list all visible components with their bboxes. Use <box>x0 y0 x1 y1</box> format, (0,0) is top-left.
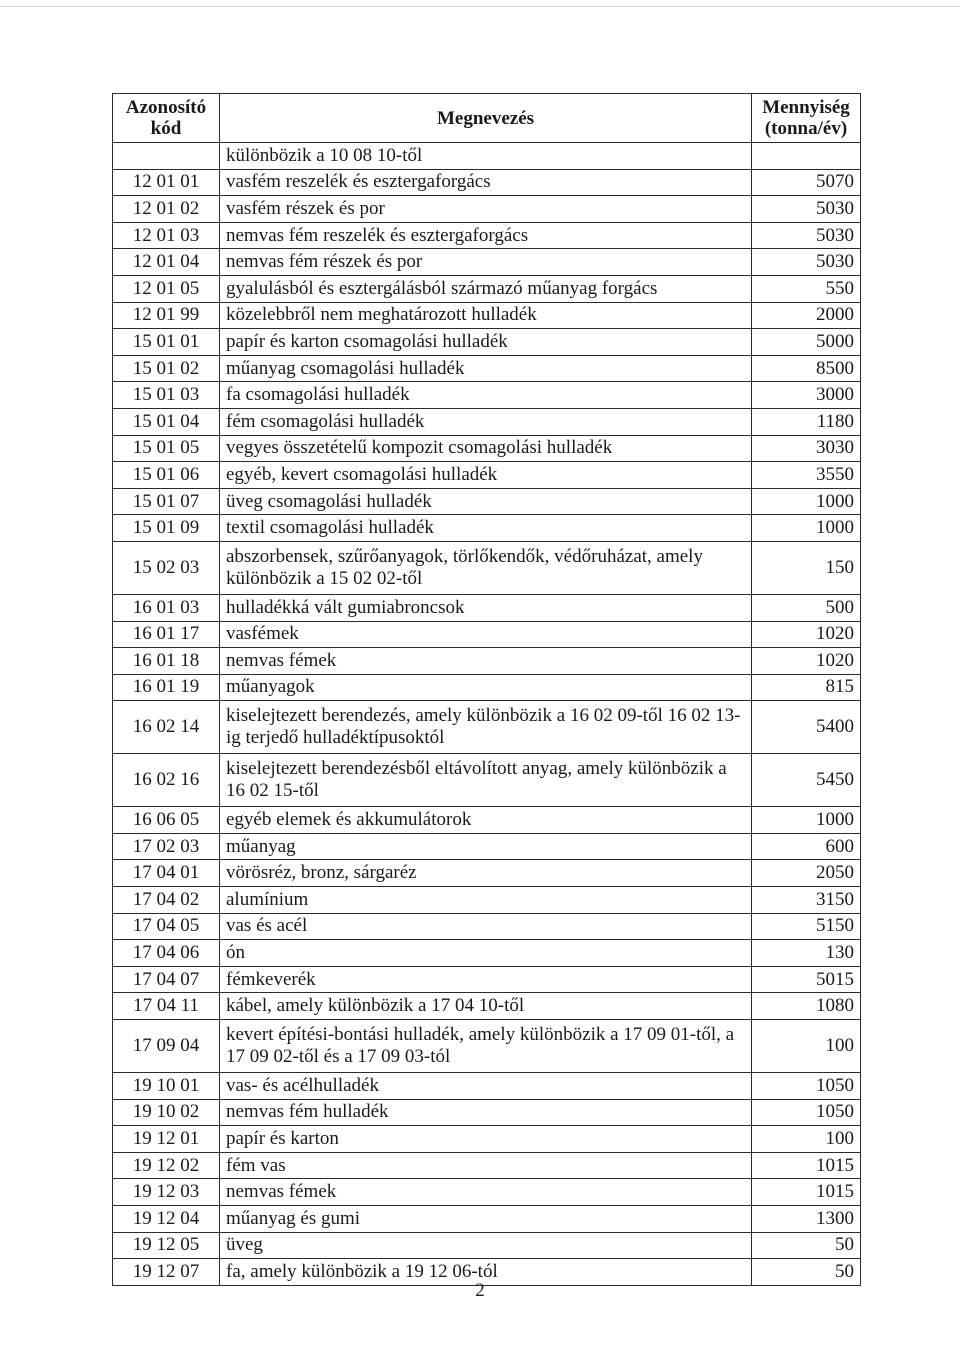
cell-quantity: 5450 <box>752 754 861 807</box>
cell-name: kevert építési-bontási hulladék, amely különbözik a 17 09 01-től, a 17 09 02-től és a 17 09 03-tól <box>220 1020 752 1073</box>
cell-name: vas és acél <box>220 913 752 940</box>
cell-code: 12 01 05 <box>113 275 220 302</box>
cell-quantity: 3550 <box>752 462 861 489</box>
cell-code: 17 04 11 <box>113 993 220 1020</box>
cell-quantity: 500 <box>752 594 861 621</box>
cell-quantity: 5030 <box>752 222 861 249</box>
cell-name: abszorbensek, szűrőanyagok, törlőkendők, védőruházat, amely különbözik a 15 02 02-től <box>220 541 752 594</box>
cell-code: 15 01 01 <box>113 329 220 356</box>
cell-quantity: 100 <box>752 1020 861 1073</box>
cell-quantity: 50 <box>752 1232 861 1259</box>
cell-code: 19 10 02 <box>113 1099 220 1126</box>
table-row <box>113 1126 861 1153</box>
cell-quantity: 130 <box>752 940 861 967</box>
cell-quantity <box>752 143 861 170</box>
cell-code: 19 12 03 <box>113 1179 220 1206</box>
cell-code: 16 02 14 <box>113 701 220 754</box>
table-row <box>113 887 861 914</box>
cell-name: fém csomagolási hulladék <box>220 408 752 435</box>
cell-code: 15 01 04 <box>113 408 220 435</box>
cell-name: nemvas fém reszelék és esztergaforgács <box>220 222 752 249</box>
table-row <box>113 249 861 276</box>
cell-code: 16 01 19 <box>113 674 220 701</box>
cell-quantity: 1300 <box>752 1206 861 1233</box>
cell-name: alumínium <box>220 887 752 914</box>
table-row <box>113 462 861 489</box>
cell-quantity: 3030 <box>752 435 861 462</box>
cell-quantity: 8500 <box>752 355 861 382</box>
table-row <box>113 329 861 356</box>
cell-name: műanyag és gumi <box>220 1206 752 1233</box>
cell-code: 12 01 04 <box>113 249 220 276</box>
table-row <box>113 275 861 302</box>
cell-quantity: 550 <box>752 275 861 302</box>
cell-name: nemvas fémek <box>220 648 752 675</box>
cell-quantity: 1000 <box>752 515 861 542</box>
cell-quantity: 150 <box>752 541 861 594</box>
cell-name: műanyag <box>220 833 752 860</box>
cell-code: 12 01 02 <box>113 196 220 223</box>
cell-name: különbözik a 10 08 10-től <box>220 143 752 170</box>
cell-code: 17 04 05 <box>113 913 220 940</box>
table-row <box>113 408 861 435</box>
cell-code: 17 02 03 <box>113 833 220 860</box>
cell-quantity: 50 <box>752 1259 861 1286</box>
cell-name: hulladékká vált gumiabroncsok <box>220 594 752 621</box>
cell-name: vörösréz, bronz, sárgaréz <box>220 860 752 887</box>
cell-name: gyalulásból és esztergálásból származó műanyag forgács <box>220 275 752 302</box>
cell-code: 19 12 02 <box>113 1152 220 1179</box>
cell-quantity: 5400 <box>752 701 861 754</box>
cell-quantity: 5015 <box>752 966 861 993</box>
cell-quantity: 3150 <box>752 887 861 914</box>
table-row <box>113 1179 861 1206</box>
table-row <box>113 807 861 834</box>
cell-code: 15 01 07 <box>113 488 220 515</box>
table-row <box>113 143 861 170</box>
table-body <box>113 143 861 1286</box>
cell-quantity: 3000 <box>752 382 861 409</box>
cell-quantity: 600 <box>752 833 861 860</box>
cell-code <box>113 143 220 170</box>
table-row <box>113 1232 861 1259</box>
cell-quantity: 2000 <box>752 302 861 329</box>
table-row <box>113 913 861 940</box>
scan-edge-line <box>0 6 960 7</box>
table-row <box>113 1073 861 1100</box>
cell-code: 17 04 02 <box>113 887 220 914</box>
cell-quantity: 1015 <box>752 1152 861 1179</box>
table-row <box>113 1099 861 1126</box>
cell-quantity: 5000 <box>752 329 861 356</box>
table-row <box>113 993 861 1020</box>
cell-name: fémkeverék <box>220 966 752 993</box>
table-row <box>113 621 861 648</box>
table-row <box>113 648 861 675</box>
table-row <box>113 196 861 223</box>
table-row <box>113 1152 861 1179</box>
cell-name: vasfém reszelék és esztergaforgács <box>220 169 752 196</box>
cell-quantity: 1050 <box>752 1099 861 1126</box>
header-code: Azonosító kód <box>113 94 220 143</box>
cell-quantity: 815 <box>752 674 861 701</box>
table-row <box>113 169 861 196</box>
cell-code: 15 01 06 <box>113 462 220 489</box>
cell-name: nemvas fém hulladék <box>220 1099 752 1126</box>
table-row <box>113 222 861 249</box>
cell-name: vasfém részek és por <box>220 196 752 223</box>
header-quantity: Mennyiség (tonna/év) <box>752 94 861 143</box>
table-row <box>113 940 861 967</box>
cell-name: nemvas fém részek és por <box>220 249 752 276</box>
table-row <box>113 754 861 807</box>
table-row <box>113 355 861 382</box>
cell-name: papír és karton csomagolási hulladék <box>220 329 752 356</box>
cell-code: 16 01 17 <box>113 621 220 648</box>
cell-name: vasfémek <box>220 621 752 648</box>
cell-quantity: 5030 <box>752 249 861 276</box>
table-row <box>113 833 861 860</box>
cell-code: 19 12 04 <box>113 1206 220 1233</box>
cell-code: 15 02 03 <box>113 541 220 594</box>
cell-quantity: 100 <box>752 1126 861 1153</box>
cell-name: műanyagok <box>220 674 752 701</box>
table-row <box>113 594 861 621</box>
cell-name: fém vas <box>220 1152 752 1179</box>
cell-quantity: 1000 <box>752 807 861 834</box>
cell-name: kiselejtezett berendezésből eltávolított anyag, amely különbözik a 16 02 15-től <box>220 754 752 807</box>
cell-code: 16 02 16 <box>113 754 220 807</box>
cell-name: kábel, amely különbözik a 17 04 10-től <box>220 993 752 1020</box>
cell-code: 16 06 05 <box>113 807 220 834</box>
cell-quantity: 1000 <box>752 488 861 515</box>
cell-code: 17 04 07 <box>113 966 220 993</box>
cell-quantity: 1020 <box>752 621 861 648</box>
table-row <box>113 966 861 993</box>
table-row <box>113 515 861 542</box>
cell-code: 12 01 03 <box>113 222 220 249</box>
cell-name: vegyes összetételű kompozit csomagolási hulladék <box>220 435 752 462</box>
table-row <box>113 1206 861 1233</box>
cell-code: 17 09 04 <box>113 1020 220 1073</box>
cell-name: üveg <box>220 1232 752 1259</box>
cell-code: 19 12 05 <box>113 1232 220 1259</box>
cell-quantity: 1080 <box>752 993 861 1020</box>
table-row <box>113 860 861 887</box>
header-name: Megnevezés <box>220 94 752 143</box>
table-row <box>113 674 861 701</box>
table-row <box>113 488 861 515</box>
cell-code: 19 10 01 <box>113 1073 220 1100</box>
waste-table <box>112 93 861 1286</box>
cell-quantity: 5070 <box>752 169 861 196</box>
cell-code: 17 04 01 <box>113 860 220 887</box>
cell-code: 17 04 06 <box>113 940 220 967</box>
cell-name: ón <box>220 940 752 967</box>
cell-name: fa csomagolási hulladék <box>220 382 752 409</box>
cell-code: 15 01 03 <box>113 382 220 409</box>
table-row <box>113 382 861 409</box>
cell-name: közelebbről nem meghatározott hulladék <box>220 302 752 329</box>
table-row <box>113 701 861 754</box>
cell-name: papír és karton <box>220 1126 752 1153</box>
cell-quantity: 1050 <box>752 1073 861 1100</box>
cell-code: 16 01 18 <box>113 648 220 675</box>
cell-name: fa, amely különbözik a 19 12 06-tól <box>220 1259 752 1286</box>
cell-name: kiselejtezett berendezés, amely különbözik a 16 02 09-től 16 02 13-ig terjedő hulladéktípusoktól <box>220 701 752 754</box>
cell-name: vas- és acélhulladék <box>220 1073 752 1100</box>
cell-name: textil csomagolási hulladék <box>220 515 752 542</box>
cell-code: 16 01 03 <box>113 594 220 621</box>
cell-name: üveg csomagolási hulladék <box>220 488 752 515</box>
table-header <box>113 94 861 143</box>
cell-quantity: 5150 <box>752 913 861 940</box>
table-row <box>113 541 861 594</box>
table-row <box>113 302 861 329</box>
cell-quantity: 1015 <box>752 1179 861 1206</box>
cell-code: 19 12 01 <box>113 1126 220 1153</box>
cell-name: egyéb, kevert csomagolási hulladék <box>220 462 752 489</box>
cell-code: 19 12 07 <box>113 1259 220 1286</box>
cell-code: 15 01 05 <box>113 435 220 462</box>
page-number: 2 <box>475 1280 485 1301</box>
cell-code: 15 01 02 <box>113 355 220 382</box>
cell-quantity: 5030 <box>752 196 861 223</box>
cell-name: egyéb elemek és akkumulátorok <box>220 807 752 834</box>
table-row <box>113 435 861 462</box>
cell-code: 12 01 99 <box>113 302 220 329</box>
cell-name: műanyag csomagolási hulladék <box>220 355 752 382</box>
cell-code: 12 01 01 <box>113 169 220 196</box>
cell-name: nemvas fémek <box>220 1179 752 1206</box>
table-row <box>113 1020 861 1073</box>
cell-code: 15 01 09 <box>113 515 220 542</box>
cell-quantity: 1180 <box>752 408 861 435</box>
cell-quantity: 2050 <box>752 860 861 887</box>
cell-quantity: 1020 <box>752 648 861 675</box>
